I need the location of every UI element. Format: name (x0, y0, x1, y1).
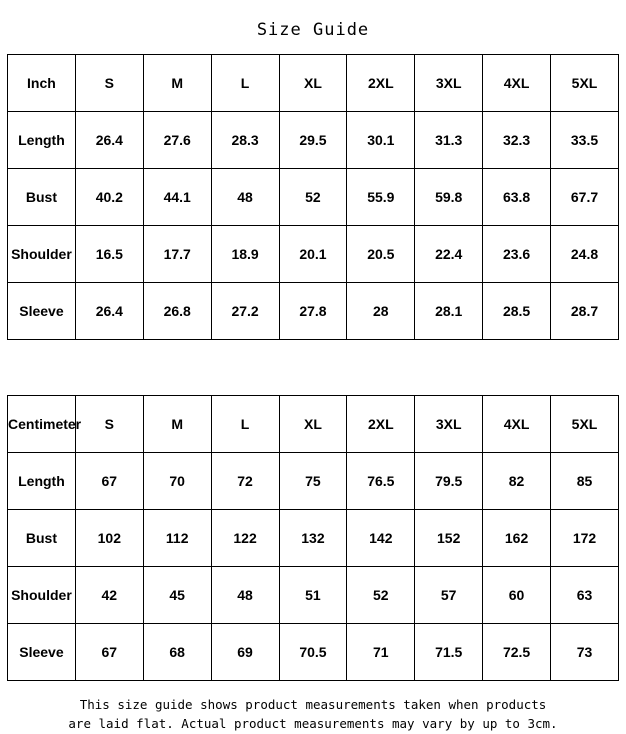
cell-bust-2xl: 142 (347, 510, 415, 567)
cell-length-l: 72 (211, 453, 279, 510)
column-header-3xl: 3XL (415, 55, 483, 112)
cell-length-5xl: 33.5 (551, 112, 619, 169)
cell-bust-l: 48 (211, 169, 279, 226)
cell-sleeve-4xl: 72.5 (483, 624, 551, 681)
cell-length-2xl: 76.5 (347, 453, 415, 510)
cell-bust-xl: 52 (279, 169, 347, 226)
column-header-xl: XL (279, 396, 347, 453)
table-row (8, 226, 619, 283)
size-guide-note (0, 681, 626, 734)
row-label-sleeve: Sleeve (8, 283, 76, 340)
cell-sleeve-2xl: 71 (347, 624, 415, 681)
cell-length-xl: 29.5 (279, 112, 347, 169)
column-header-2xl: 2XL (347, 55, 415, 112)
row-label-shoulder: Shoulder (8, 567, 76, 624)
row-label-bust: Bust (8, 169, 76, 226)
cell-sleeve-s: 67 (75, 624, 143, 681)
row-label-length: Length (8, 453, 76, 510)
cell-shoulder-3xl: 57 (415, 567, 483, 624)
cell-bust-l: 122 (211, 510, 279, 567)
column-header-4xl: 4XL (483, 396, 551, 453)
unit-header-centimeter: Centimeter (8, 396, 76, 453)
column-header-s: S (75, 396, 143, 453)
table-row (8, 510, 619, 567)
table-row (8, 283, 619, 340)
size-table-centimeter (7, 395, 619, 681)
cell-bust-5xl: 172 (551, 510, 619, 567)
table-row (8, 624, 619, 681)
column-header-xl: XL (279, 55, 347, 112)
cell-sleeve-l: 69 (211, 624, 279, 681)
cell-sleeve-xl: 70.5 (279, 624, 347, 681)
cell-shoulder-s: 42 (75, 567, 143, 624)
cell-shoulder-5xl: 24.8 (551, 226, 619, 283)
cell-sleeve-5xl: 73 (551, 624, 619, 681)
cell-shoulder-s: 16.5 (75, 226, 143, 283)
column-header-s: S (75, 55, 143, 112)
cell-sleeve-l: 27.2 (211, 283, 279, 340)
cell-sleeve-2xl: 28 (347, 283, 415, 340)
note-line-1: This size guide shows product measurements taken when products (79, 697, 547, 712)
cell-shoulder-m: 45 (143, 567, 211, 624)
table-row (8, 567, 619, 624)
cell-length-s: 67 (75, 453, 143, 510)
cell-bust-3xl: 59.8 (415, 169, 483, 226)
row-label-shoulder: Shoulder (8, 226, 76, 283)
column-header-3xl: 3XL (415, 396, 483, 453)
column-header-m: M (143, 55, 211, 112)
cell-shoulder-l: 18.9 (211, 226, 279, 283)
cell-length-2xl: 30.1 (347, 112, 415, 169)
table-row (8, 453, 619, 510)
cell-length-m: 27.6 (143, 112, 211, 169)
cell-bust-4xl: 162 (483, 510, 551, 567)
cell-shoulder-4xl: 60 (483, 567, 551, 624)
cell-sleeve-4xl: 28.5 (483, 283, 551, 340)
page-title: Size Guide (256, 20, 370, 40)
note-line-2: are laid flat. Actual product measurements may vary by up to 3cm. (68, 716, 558, 732)
row-label-length: Length (8, 112, 76, 169)
table-header-row (8, 396, 619, 453)
table-spacer (0, 340, 626, 395)
cell-sleeve-xl: 27.8 (279, 283, 347, 340)
cell-length-l: 28.3 (211, 112, 279, 169)
column-header-4xl: 4XL (483, 55, 551, 112)
cell-bust-s: 102 (75, 510, 143, 567)
column-header-2xl: 2XL (347, 396, 415, 453)
cell-sleeve-3xl: 28.1 (415, 283, 483, 340)
cell-shoulder-l: 48 (211, 567, 279, 624)
cell-length-4xl: 82 (483, 453, 551, 510)
cell-shoulder-2xl: 20.5 (347, 226, 415, 283)
column-header-5xl: 5XL (551, 396, 619, 453)
cell-bust-2xl: 55.9 (347, 169, 415, 226)
cell-bust-m: 44.1 (143, 169, 211, 226)
cell-length-3xl: 31.3 (415, 112, 483, 169)
unit-header-inch: Inch (8, 55, 76, 112)
table-row (8, 112, 619, 169)
column-header-l: L (211, 55, 279, 112)
cell-shoulder-xl: 51 (279, 567, 347, 624)
cell-bust-5xl: 67.7 (551, 169, 619, 226)
cell-shoulder-xl: 20.1 (279, 226, 347, 283)
cell-bust-3xl: 152 (415, 510, 483, 567)
cell-sleeve-5xl: 28.7 (551, 283, 619, 340)
column-header-l: L (211, 396, 279, 453)
cell-shoulder-4xl: 23.6 (483, 226, 551, 283)
column-header-m: M (143, 396, 211, 453)
cell-bust-4xl: 63.8 (483, 169, 551, 226)
row-label-sleeve: Sleeve (8, 624, 76, 681)
cell-sleeve-m: 68 (143, 624, 211, 681)
cell-length-s: 26.4 (75, 112, 143, 169)
cell-shoulder-2xl: 52 (347, 567, 415, 624)
column-header-5xl: 5XL (551, 55, 619, 112)
table-header-row (8, 55, 619, 112)
cell-sleeve-s: 26.4 (75, 283, 143, 340)
cell-bust-m: 112 (143, 510, 211, 567)
cell-shoulder-3xl: 22.4 (415, 226, 483, 283)
cell-bust-xl: 132 (279, 510, 347, 567)
cell-sleeve-m: 26.8 (143, 283, 211, 340)
cell-length-5xl: 85 (551, 453, 619, 510)
cell-bust-s: 40.2 (75, 169, 143, 226)
cell-shoulder-m: 17.7 (143, 226, 211, 283)
size-table-inch (7, 54, 619, 340)
row-label-bust: Bust (8, 510, 76, 567)
cell-length-3xl: 79.5 (415, 453, 483, 510)
table-row (8, 169, 619, 226)
cell-length-m: 70 (143, 453, 211, 510)
cell-sleeve-3xl: 71.5 (415, 624, 483, 681)
cell-length-xl: 75 (279, 453, 347, 510)
cell-length-4xl: 32.3 (483, 112, 551, 169)
cell-shoulder-5xl: 63 (551, 567, 619, 624)
